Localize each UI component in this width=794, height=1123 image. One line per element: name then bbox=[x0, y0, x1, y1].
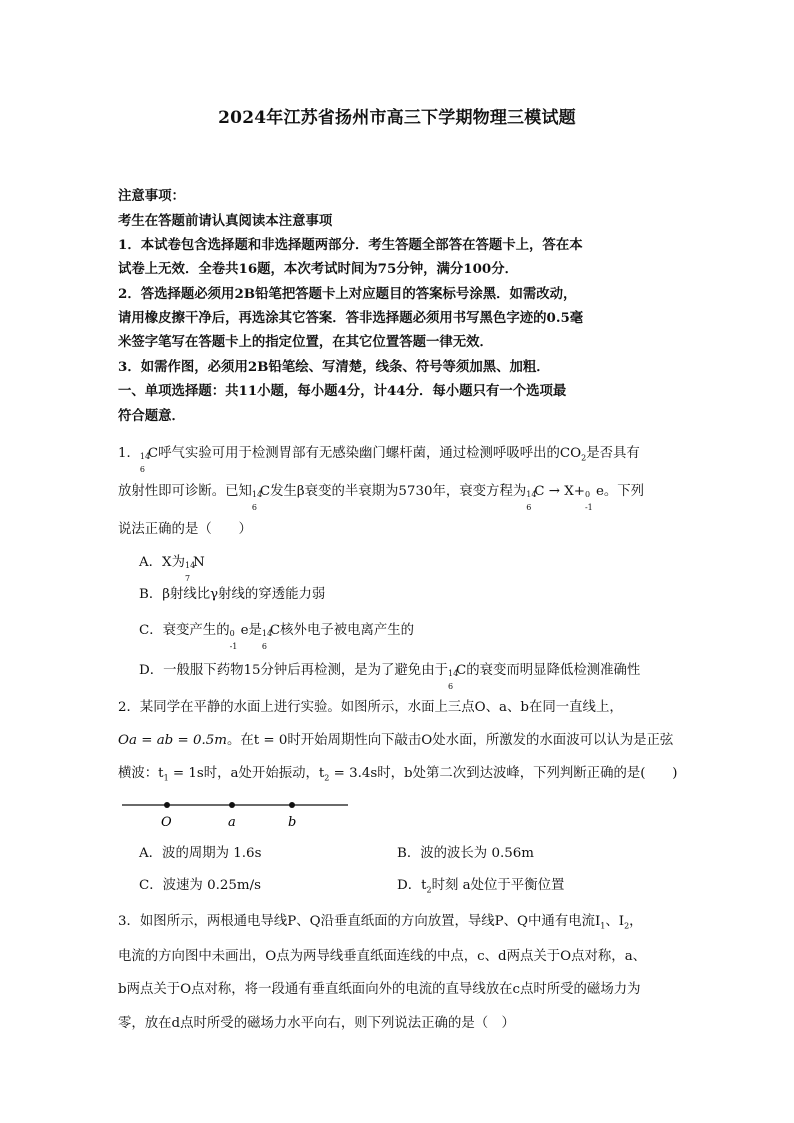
q2-line: 横波：$t_1 = 1s$时，a处开始振动，$t_2 = 3.4s$时，b处第二次到达波峰，下列判断正确的是( ) bbox=[118, 766, 678, 783]
q1-line: 1． 14 6 C呼气实验可用于检测胃部有无感染幽门螺杆菌，通过检测呼吸呼出的$CO_2$是否具有 bbox=[118, 446, 640, 474]
q3-line: 电流的方向图中未画出，O点为两导线垂直纸面连线的中点，c、d两点关于O点对称，a、 bbox=[118, 949, 647, 964]
q1-option-b: B．β射线比γ射线的穿透能力弱 bbox=[139, 587, 326, 602]
page-title: 2024年江苏省扬州市高三下学期物理三模试题 bbox=[218, 108, 576, 128]
section-heading: 一、单项选择题：共11小题，每小题4分，计44分．每小题只有一个选项最 bbox=[118, 383, 567, 399]
notice-line: 1．本试卷包含选择题和非选择题两部分．考生答题全部答在答题卡上，答在本 bbox=[118, 237, 583, 253]
section-heading: 符合题意． bbox=[118, 408, 185, 424]
wave-line-diagram bbox=[120, 793, 360, 833]
point-a bbox=[229, 802, 235, 808]
notice-line: 考生在答题前请认真阅读本注意事项 bbox=[118, 213, 333, 229]
q3-line: b两点关于O点对称，将一段通有垂直纸面向外的电流的直导线放在c点时所受的磁场力为 bbox=[118, 982, 641, 997]
q3-line: 零，放在d点时所受的磁场力水平向右，则下列说法正确的是（ ） bbox=[118, 1016, 515, 1031]
notice-line: 米签字笔写在答题卡上的指定位置，在其它位置答题一律无效． bbox=[118, 334, 493, 350]
point-b bbox=[289, 802, 295, 808]
label-b: b bbox=[288, 815, 297, 830]
notice-line: 2．答选择题必须用2B铅笔把答题卡上对应题目的答案标号涂黑．如需改动， bbox=[118, 286, 577, 302]
q2-line: Oa = ab = 0.5m。在t = 0时开始周期性向下敲击O处水面，所激发的水面波可以认为是正弦 bbox=[118, 733, 674, 748]
q2-line: 2．某同学在平静的水面上进行实验。如图所示，水面上三点O、a、b在同一直线上， bbox=[118, 700, 623, 715]
q1-option-d: D．一般服下药物15分钟后再检测，是为了避免由于 14 6 C的衰变而明显降低检测准确性 bbox=[139, 663, 641, 691]
q2-option-d: D．$t_2$时刻 a处位于平衡位置 bbox=[397, 878, 565, 895]
label-o: O bbox=[161, 815, 172, 830]
notice-heading: 注意事项： bbox=[118, 188, 185, 204]
q1-line: 放射性即可诊断。已知 14 6 C发生β衰变的半衰期为5730年，衰变方程为 14 6 C → X+ 0 -1 e。下列 bbox=[118, 484, 645, 512]
q2-option-b: B．波的波长为 0.56m bbox=[397, 846, 534, 861]
notice-line: 3．如需作图，必须用2B铅笔绘、写清楚，线条、符号等须加黑、加粗． bbox=[118, 359, 550, 375]
notice-line: 试卷上无效．全卷共16题，本次考试时间为75分钟，满分100分． bbox=[118, 261, 518, 277]
q1-option-c: C．衰变产生的 0 -1 e是 14 6 C核外电子被电离产生的 bbox=[139, 623, 415, 651]
point-o bbox=[164, 802, 170, 808]
notice-line: 请用橡皮擦干净后，再选涂其它答案．答非选择题必须用书写黑色字迹的0.5毫 bbox=[118, 310, 584, 326]
label-a: a bbox=[228, 815, 236, 830]
q2-option-a: A．波的周期为 1.6s bbox=[139, 846, 262, 861]
q1-line: 说法正确的是（ ） bbox=[118, 522, 252, 537]
q3-line: 3．如图所示，两根通电导线P、Q沿垂直纸面的方向放置，导线P、Q中通有电流$I_1$、$I_2$， bbox=[118, 914, 643, 931]
q2-option-c: C．波速为 0.25m/s bbox=[139, 878, 261, 893]
q1-option-a: A．X为 14 7 N bbox=[139, 555, 205, 583]
